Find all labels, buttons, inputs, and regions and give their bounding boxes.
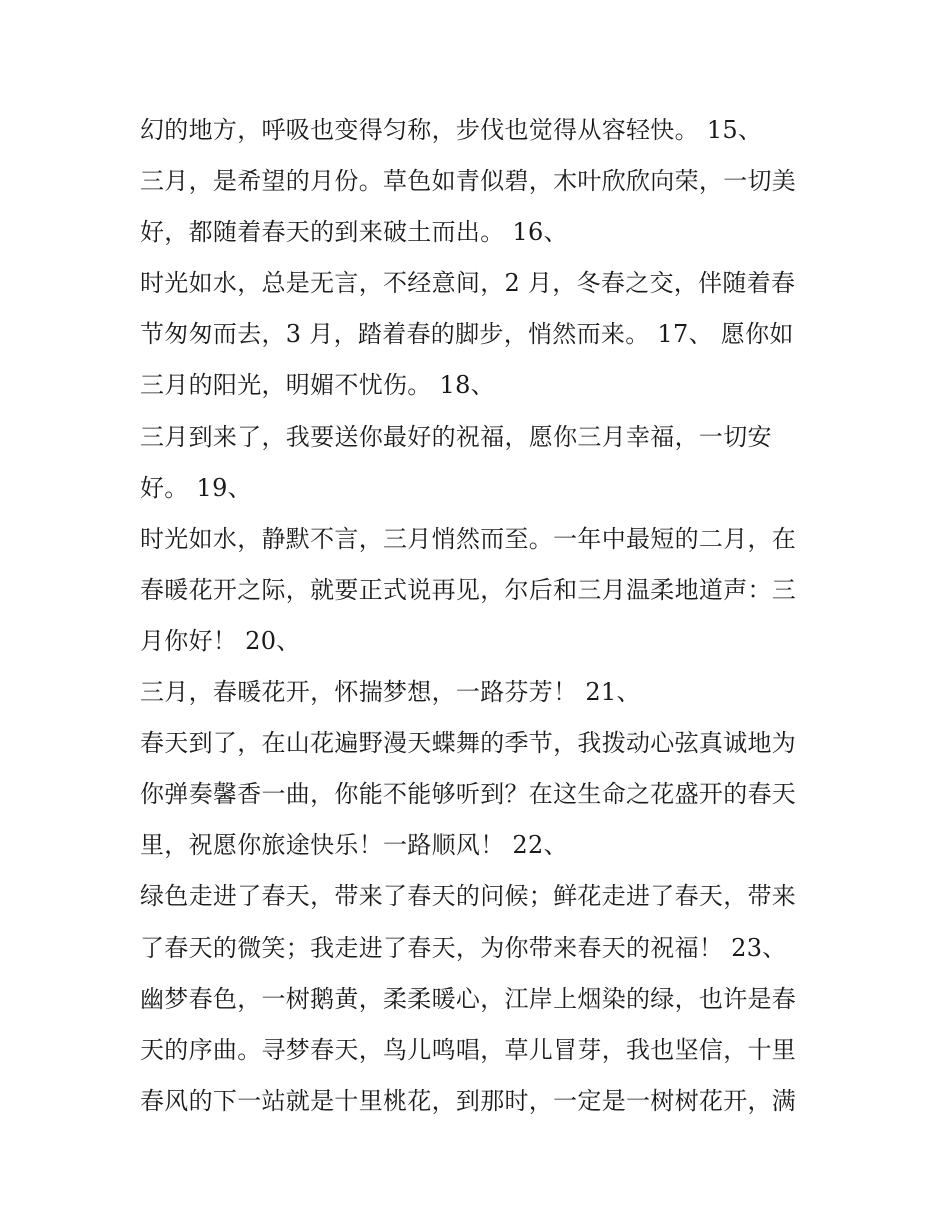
text-line: 三月到来了，我要送你最好的祝福，愿你三月幸福，一切安: [140, 422, 772, 451]
text-line: 月你好！ 20、: [140, 626, 301, 655]
text-line: 幻的地方，呼吸也变得匀称，步伐也觉得从容轻快。 15、: [140, 116, 763, 144]
text-line: 节匆匆而去，3 月，踏着春的脚步，悄然而来。 17、 愿你如: [140, 320, 794, 349]
text-line: 三月的阳光，明媚不忧伤。 18、: [140, 371, 495, 400]
text-line: 里，祝愿你旅途快乐！一路顺风！ 22、: [140, 831, 568, 860]
text-line: 天的序曲。寻梦春天，鸟儿鸣唱，草儿冒芽，我也坚信，十里: [140, 1035, 797, 1064]
text-line: 三月，是希望的月份。草色如青似碧，木叶欣欣向荣，一切美: [140, 167, 797, 196]
text-line: 春风的下一站就是十里桃花，到那时，一定是一树树花开，满: [140, 1086, 797, 1115]
text-line: 春暖花开之际，就要正式说再见，尔后和三月温柔地道声：三: [140, 575, 797, 604]
text-line: 你弹奏馨香一曲，你能不能够听到？在这生命之花盛开的春天: [140, 780, 797, 809]
text-line: 时光如水，总是无言，不经意间，2 月，冬春之交，伴随着春: [140, 269, 796, 298]
text-line: 三月，春暖花开，怀揣梦想，一路芬芳！ 21、: [140, 678, 641, 707]
text-line: 好。 19、: [140, 473, 252, 502]
text-line: 春天到了，在山花遍野漫天蝶舞的季节，我拨动心弦真诚地为: [140, 729, 797, 758]
text-line: 时光如水，静默不言，三月悄然而至。一年中最短的二月，在: [140, 524, 797, 553]
text-line: 幽梦春色，一树鹅黄，柔柔暖心，江岸上烟染的绿，也许是春: [140, 984, 797, 1013]
body-text: [140, 108, 820, 1130]
text-line: 绿色走进了春天，带来了春天的问候；鲜花走进了春天，带来: [140, 882, 797, 911]
text-line: 了春天的微笑；我走进了春天，为你带来春天的祝福！ 23、: [140, 933, 787, 962]
text-line: 好，都随着春天的到来破土而出。 16、: [140, 218, 568, 247]
